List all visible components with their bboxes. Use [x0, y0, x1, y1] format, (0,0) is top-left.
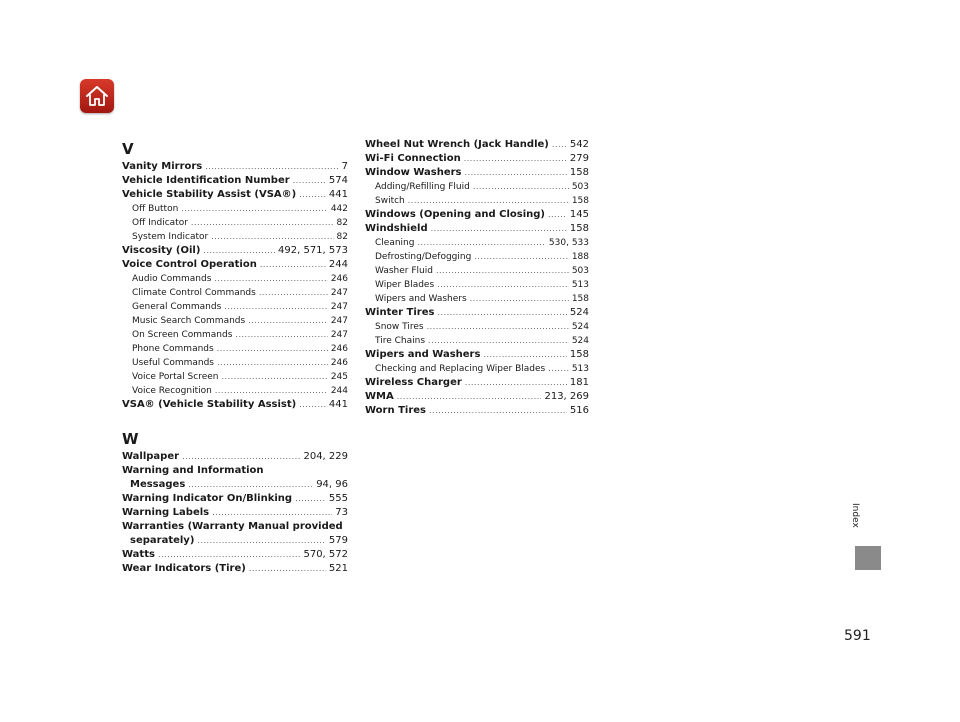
- index-entry-term: Warning and Information: [122, 465, 264, 476]
- page-reference[interactable]: 158: [569, 167, 589, 178]
- page-reference[interactable]: 530, 533: [548, 238, 589, 248]
- index-entry-term: Wear Indicators (Tire): [122, 563, 246, 574]
- index-tab[interactable]: [855, 546, 881, 570]
- index-entry-term: Wipers and Washers: [365, 349, 481, 360]
- index-subentry-term: On Screen Commands: [132, 330, 233, 340]
- index-subentry[interactable]: [122, 216, 348, 230]
- leader-dots: [248, 314, 328, 328]
- leader-dots: [431, 222, 567, 236]
- index-entry-term: Windows (Opening and Closing): [365, 209, 545, 220]
- section-letter: V: [122, 140, 134, 158]
- page-reference[interactable]: 246: [330, 344, 348, 354]
- index-subentry[interactable]: [122, 272, 348, 286]
- leader-dots: [224, 300, 328, 314]
- index-entry[interactable]: [122, 506, 348, 520]
- leader-dots: [474, 250, 569, 264]
- page-reference[interactable]: 524: [571, 336, 589, 346]
- index-entry[interactable]: [365, 306, 589, 320]
- index-entry-term: separately): [130, 535, 195, 546]
- index-entry[interactable]: [365, 208, 589, 222]
- index-subentry-term: Voice Recognition: [132, 386, 212, 396]
- page-reference[interactable]: 7: [341, 161, 348, 172]
- leader-dots: [397, 390, 542, 404]
- page-reference[interactable]: 524: [571, 322, 589, 332]
- leader-dots: [217, 342, 328, 356]
- leader-dots: [203, 244, 275, 258]
- leader-dots: [470, 292, 569, 306]
- index-subentry-term: Useful Commands: [132, 358, 214, 368]
- index-entry[interactable]: [122, 450, 348, 464]
- leader-dots: [299, 398, 326, 412]
- index-subentry-term: Cleaning: [375, 238, 415, 248]
- page-reference[interactable]: 213, 269: [544, 391, 589, 402]
- index-subentry[interactable]: [122, 314, 348, 328]
- page-reference[interactable]: 247: [330, 302, 348, 312]
- index-subentry[interactable]: [122, 342, 348, 356]
- leader-dots: [191, 216, 334, 230]
- index-entry-term: Wallpaper: [122, 451, 180, 462]
- leader-dots: [215, 384, 328, 398]
- index-subentry[interactable]: [365, 292, 589, 306]
- index-subentry-term: Tire Chains: [375, 336, 426, 346]
- leader-dots: [259, 286, 328, 300]
- index-subentry[interactable]: [122, 286, 348, 300]
- page-reference[interactable]: 73: [335, 507, 348, 518]
- index-subentry-term: Off Indicator: [132, 218, 188, 228]
- index-entry[interactable]: [122, 492, 348, 506]
- page-reference[interactable]: 82: [336, 218, 348, 228]
- leader-dots: [211, 230, 333, 244]
- index-entry-term: Windshield: [365, 223, 428, 234]
- page-reference[interactable]: 279: [569, 153, 589, 164]
- index-subentry-term: Climate Control Commands: [132, 288, 256, 298]
- page-reference[interactable]: 188: [571, 252, 589, 262]
- page-reference[interactable]: 492, 571, 573: [278, 245, 348, 256]
- page-reference[interactable]: 513: [571, 364, 589, 374]
- index-tab-label: Index: [850, 503, 860, 528]
- index-entry-term: VSA® (Vehicle Stability Assist): [122, 399, 297, 410]
- leader-dots: [417, 236, 545, 250]
- leader-dots: [249, 562, 326, 576]
- page-reference[interactable]: 503: [571, 182, 589, 192]
- leader-dots: [548, 362, 569, 376]
- index-subentry[interactable]: [122, 300, 348, 314]
- leader-dots: [158, 548, 301, 562]
- leader-dots: [235, 328, 327, 342]
- index-subentry[interactable]: [365, 250, 589, 264]
- index-subentry[interactable]: [122, 202, 348, 216]
- leader-dots: [217, 356, 328, 370]
- page-reference[interactable]: 181: [569, 377, 589, 388]
- leader-dots: [197, 534, 326, 548]
- page-reference[interactable]: 158: [569, 223, 589, 234]
- index-subentry-term: Snow Tires: [375, 322, 424, 332]
- page-number: 591: [844, 628, 871, 644]
- home-button[interactable]: [80, 79, 114, 113]
- page-reference[interactable]: 574: [328, 175, 348, 186]
- leader-dots: [437, 278, 569, 292]
- leader-dots: [427, 320, 569, 334]
- page-reference[interactable]: 94, 96: [316, 479, 348, 490]
- leader-dots: [428, 334, 569, 348]
- page-reference[interactable]: 244: [328, 259, 348, 270]
- page-reference[interactable]: 158: [569, 349, 589, 360]
- leader-dots: [182, 450, 300, 464]
- index-subentry-term: Checking and Replacing Wiper Blades: [375, 364, 546, 374]
- index-subentry[interactable]: [365, 278, 589, 292]
- index-entry-term: Wheel Nut Wrench (Jack Handle): [365, 139, 549, 150]
- index-entry[interactable]: [122, 188, 348, 202]
- page-reference[interactable]: 542: [569, 139, 589, 150]
- index-column-right: [365, 138, 589, 418]
- page-reference[interactable]: 579: [328, 535, 348, 546]
- index-entry-term: Vehicle Identification Number: [122, 175, 290, 186]
- leader-dots: [212, 506, 332, 520]
- leader-dots: [408, 194, 569, 208]
- page-reference[interactable]: 244: [330, 386, 348, 396]
- leader-dots: [429, 404, 567, 418]
- leader-dots: [181, 202, 328, 216]
- index-entry[interactable]: [122, 160, 348, 174]
- page-reference[interactable]: 82: [336, 232, 348, 242]
- index-entry-term: Warning Labels: [122, 507, 210, 518]
- page-reference[interactable]: 521: [328, 563, 348, 574]
- leader-dots: [260, 258, 326, 272]
- index-subentry[interactable]: [122, 384, 348, 398]
- index-entry[interactable]: [122, 258, 348, 272]
- index-entry[interactable]: [365, 348, 589, 362]
- page-reference[interactable]: 247: [330, 288, 348, 298]
- index-entry-term: Wi-Fi Connection: [365, 153, 461, 164]
- page-reference[interactable]: 555: [328, 493, 348, 504]
- index-entry-term: Vehicle Stability Assist (VSA®): [122, 189, 297, 200]
- page-reference[interactable]: 247: [330, 330, 348, 340]
- index-entry-term: Window Washers: [365, 167, 462, 178]
- index-subentry[interactable]: [365, 194, 589, 208]
- page-reference[interactable]: 516: [569, 405, 589, 416]
- index-subentry[interactable]: [365, 334, 589, 348]
- leader-dots: [295, 492, 326, 506]
- home-icon: [85, 85, 109, 107]
- leader-dots: [548, 208, 567, 222]
- index-subentry-term: Adding/Refilling Fluid: [375, 182, 470, 192]
- index-subentry[interactable]: [365, 236, 589, 250]
- index-subentry[interactable]: [122, 328, 348, 342]
- leader-dots: [473, 180, 569, 194]
- index-entry[interactable]: [365, 376, 589, 390]
- page-reference[interactable]: 246: [330, 274, 348, 284]
- page-reference[interactable]: 145: [569, 209, 589, 220]
- index-entry-term: Vanity Mirrors: [122, 161, 203, 172]
- leader-dots: [205, 160, 338, 174]
- leader-dots: [437, 306, 566, 320]
- index-entry[interactable]: [122, 534, 348, 548]
- index-subentry[interactable]: [122, 230, 348, 244]
- index-subentry-term: Defrosting/Defogging: [375, 252, 472, 262]
- index-entry[interactable]: [122, 478, 348, 492]
- leader-dots: [464, 166, 566, 180]
- page-reference[interactable]: 246: [330, 358, 348, 368]
- index-subentry-term: Audio Commands: [132, 274, 212, 284]
- index-entry-term: Worn Tires: [365, 405, 426, 416]
- index-subentry-term: Voice Portal Screen: [132, 372, 219, 382]
- index-subentry-term: Wiper Blades: [375, 280, 435, 290]
- index-entry-term: Warranties (Warranty Manual provided: [122, 521, 343, 532]
- index-subentry-term: General Commands: [132, 302, 222, 312]
- index-entry-term: Winter Tires: [365, 307, 435, 318]
- leader-dots: [552, 138, 567, 152]
- section-letter: W: [122, 430, 139, 448]
- page-reference[interactable]: 204, 229: [303, 451, 348, 462]
- leader-dots: [188, 478, 313, 492]
- index-subentry[interactable]: [365, 180, 589, 194]
- index-subentry[interactable]: [365, 264, 589, 278]
- index-entry[interactable]: [122, 174, 348, 188]
- index-entry[interactable]: [122, 562, 348, 576]
- index-entry[interactable]: [365, 152, 589, 166]
- index-subentry-term: Music Search Commands: [132, 316, 246, 326]
- index-entry[interactable]: [122, 548, 348, 562]
- index-subentry-term: System Indicator: [132, 232, 209, 242]
- leader-dots: [299, 188, 326, 202]
- index-entry-term: Voice Control Operation: [122, 259, 257, 270]
- leader-dots: [465, 376, 567, 390]
- page-reference[interactable]: 441: [328, 189, 348, 200]
- index-subentry-term: Washer Fluid: [375, 266, 433, 276]
- leader-dots: [221, 370, 327, 384]
- page-reference[interactable]: 570, 572: [303, 549, 348, 560]
- page-reference[interactable]: 245: [330, 372, 348, 382]
- leader-dots: [436, 264, 569, 278]
- page-reference[interactable]: 442: [330, 204, 348, 214]
- index-subentry[interactable]: [122, 356, 348, 370]
- index-subentry-term: Off Button: [132, 204, 179, 214]
- page-reference[interactable]: 524: [569, 307, 589, 318]
- index-subentry-term: Wipers and Washers: [375, 294, 467, 304]
- leader-dots: [464, 152, 567, 166]
- index-subentry[interactable]: [122, 370, 348, 384]
- page-reference[interactable]: 247: [330, 316, 348, 326]
- index-entry[interactable]: [365, 166, 589, 180]
- index-subentry-term: Phone Commands: [132, 344, 214, 354]
- page-reference[interactable]: 513: [571, 280, 589, 290]
- page-reference[interactable]: 158: [571, 196, 589, 206]
- index-subentry-term: Switch: [375, 196, 405, 206]
- page-reference[interactable]: 441: [328, 399, 348, 410]
- index-entry[interactable]: [122, 398, 348, 412]
- page-reference[interactable]: 158: [571, 294, 589, 304]
- index-subentry[interactable]: [365, 362, 589, 376]
- index-entry-term: Wireless Charger: [365, 377, 462, 388]
- index-subentry[interactable]: [365, 320, 589, 334]
- leader-dots: [214, 272, 327, 286]
- index-entry-term: WMA: [365, 391, 394, 402]
- index-entry[interactable]: [365, 222, 589, 236]
- index-entry[interactable]: [365, 404, 589, 418]
- leader-dots: [483, 348, 566, 362]
- index-entry-term: Watts: [122, 549, 155, 560]
- leader-dots: [293, 174, 326, 188]
- index-entry-term: Warning Indicator On/Blinking: [122, 493, 293, 504]
- index-entry[interactable]: [365, 138, 589, 152]
- page-reference[interactable]: 503: [571, 266, 589, 276]
- index-entry-term: Viscosity (Oil): [122, 245, 201, 256]
- index-entry[interactable]: [365, 390, 589, 404]
- index-column-left: [122, 138, 348, 576]
- index-entry[interactable]: [122, 244, 348, 258]
- index-entry-term: Messages: [130, 479, 186, 490]
